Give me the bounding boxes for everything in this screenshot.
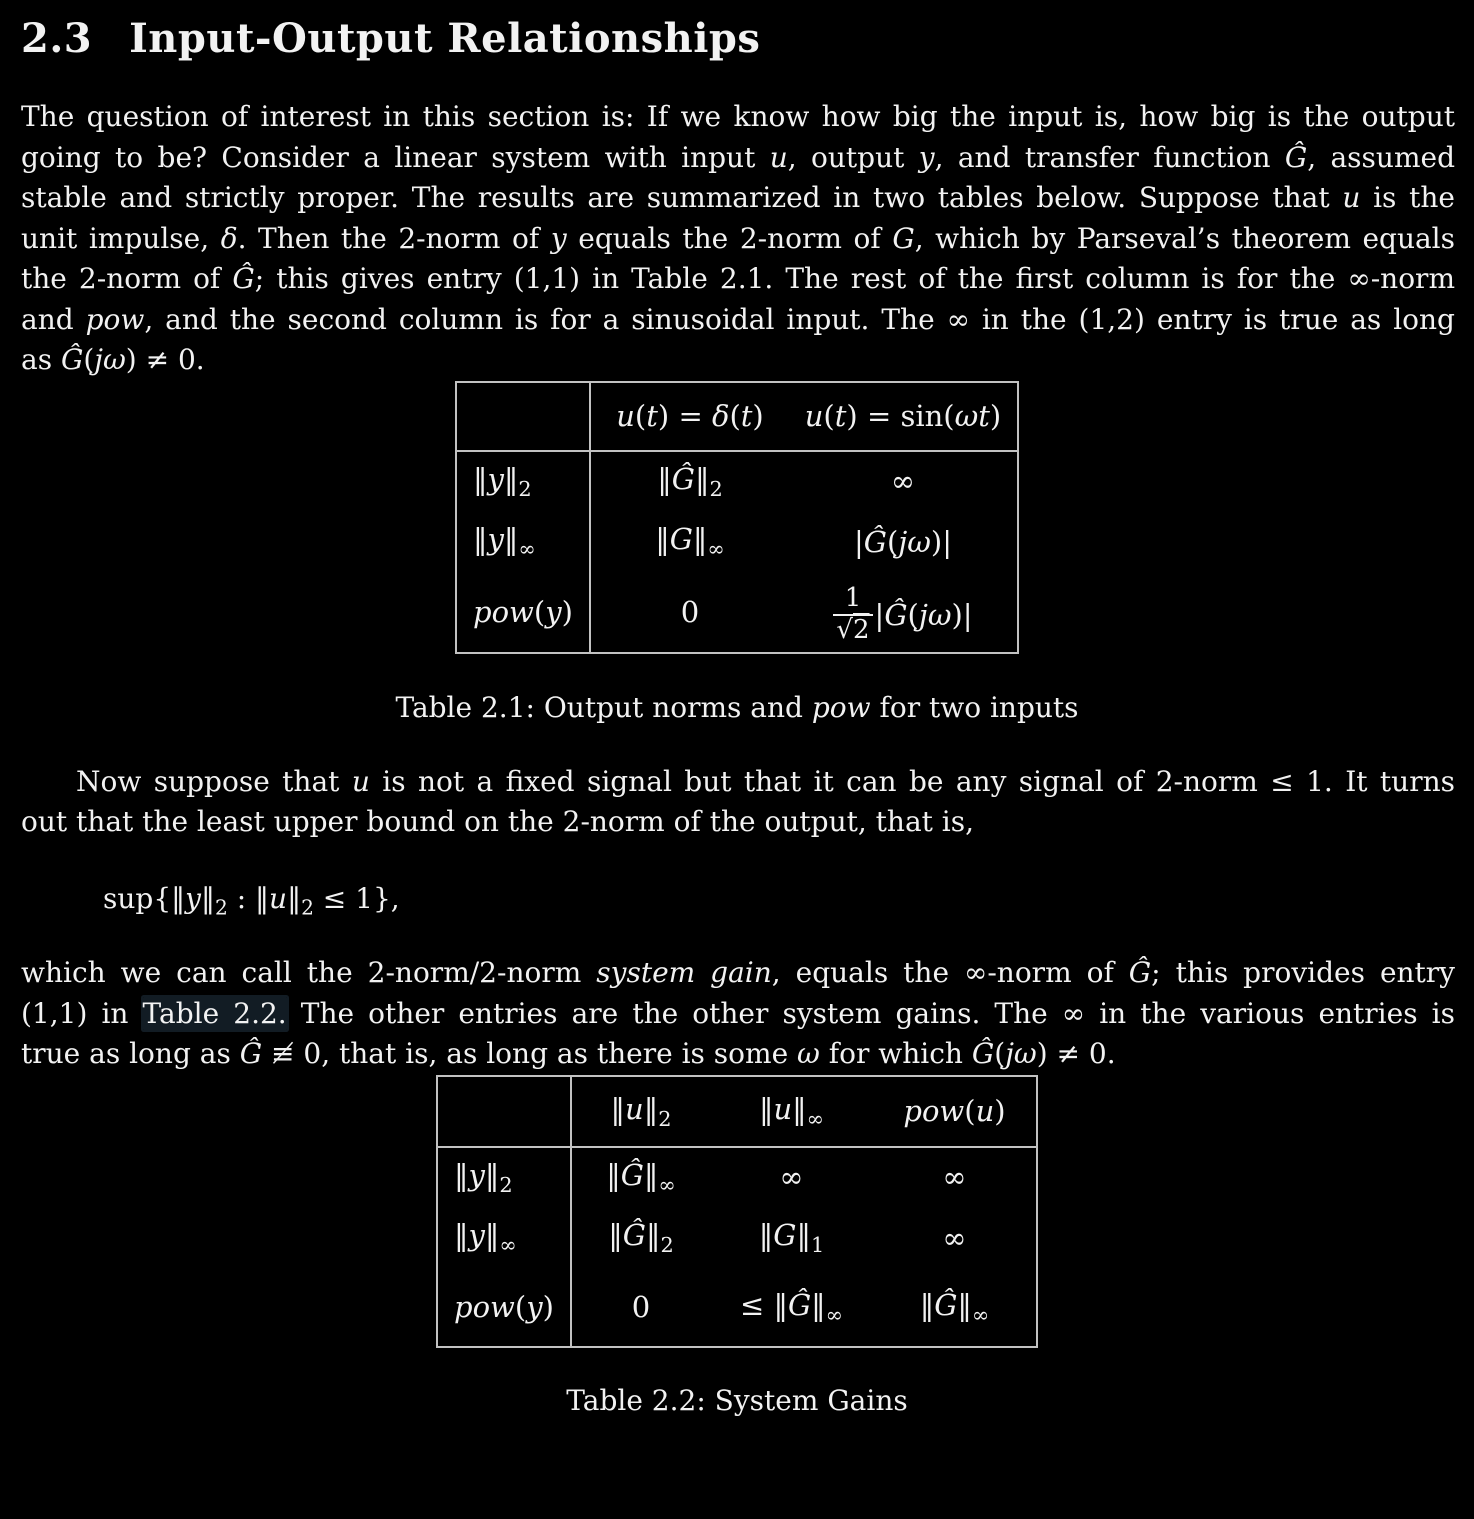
paragraph-2 xyxy=(21,762,1455,843)
row-label: $‖y‖_2$ xyxy=(437,1147,571,1207)
fraction-numerator: 1 xyxy=(844,582,862,613)
table-cell: $‖Ĝ‖_2$ xyxy=(608,1218,674,1257)
fraction xyxy=(833,584,872,646)
row-label: $‖y‖_2$ xyxy=(456,451,590,511)
fraction-denominator xyxy=(833,614,872,646)
table-cell: $‖Ĝ‖_\infty$ xyxy=(606,1157,676,1197)
section-title: Input-Output Relationships xyxy=(129,15,761,62)
table-2-1 xyxy=(455,381,1019,654)
paragraph-line: The question of interest in this section is: If we know how big the input is, how big is the output xyxy=(21,100,1455,133)
table-cell: ∞ xyxy=(942,1160,967,1195)
table-cell: $‖Ĝ‖_2$ xyxy=(657,461,723,501)
paragraph-line: true as long as Ĝ ≢ 0, that is, as long as there is some ω for which Ĝ(jω) ≠ 0. xyxy=(21,1037,1116,1071)
table-2-2-caption: Table 2.2: System Gains xyxy=(566,1383,908,1417)
table-header-cell: u(t) = sin(ωt) xyxy=(789,382,1018,451)
table-2-2 xyxy=(436,1075,1038,1348)
table-cell: |Ĝ(jω)| xyxy=(853,524,952,559)
table-2-2-link[interactable]: Table 2.2. xyxy=(142,996,287,1030)
paragraph-1 xyxy=(21,97,1455,381)
table-cell-fraction xyxy=(789,573,1018,653)
paragraph-line: as Ĝ(jω) ≠ 0. xyxy=(21,343,205,376)
table-header-cell: $‖u‖_\infty$ xyxy=(710,1076,873,1147)
table-cell: $‖Ĝ‖_\infty$ xyxy=(919,1287,990,1327)
equation: $sup\{‖y‖_2$ : $‖u‖_2 \le 1$}, xyxy=(103,881,400,920)
table-header-cell: pow(u) xyxy=(873,1076,1037,1147)
paragraph-3 xyxy=(21,953,1455,1075)
paragraph-line: unit impulse, δ. Then the 2-norm of y equals the 2-norm of G, which by Parseval’s theorem equals xyxy=(21,221,1455,255)
corner-cell xyxy=(456,382,590,451)
table-2-1-caption: Table 2.1: Output norms and pow for two inputs xyxy=(395,690,1079,724)
corner-cell xyxy=(437,1076,571,1147)
table-header-cell: u(t) = δ(t) xyxy=(590,382,789,451)
table-cell: ∞ xyxy=(779,1160,804,1195)
table-cell: $‖G‖_1$ xyxy=(758,1218,825,1257)
table-header-cell: $‖u‖_2$ xyxy=(571,1076,710,1147)
paragraph-line: (1,1) in Table 2.2. The other entries are the other system gains. The ∞ in the various entries is xyxy=(21,996,1455,1030)
paragraph-line: going to be? Consider a linear system with input u, output y, and transfer function Ĝ, assumed xyxy=(21,140,1455,174)
paragraph-line: Now suppose that u is not a fixed signal but that it can be any signal of 2-norm ≤ 1. It turns xyxy=(76,764,1455,798)
section-number: 2.3 xyxy=(21,15,93,62)
table-cell: 0 xyxy=(631,1290,651,1325)
paragraph-line: the 2-norm of Ĝ; this gives entry (1,1) in Table 2.1. The rest of the first column is for the ∞-norm xyxy=(21,262,1455,295)
paragraph-line: which we can call the 2-norm/2-norm system gain, equals the ∞-norm of Ĝ; this provides entry xyxy=(21,956,1456,990)
section-heading xyxy=(21,14,1474,64)
row-label: $‖y‖_\infty$ xyxy=(456,511,590,573)
paragraph-line: stable and strictly proper. The results are summarized in two tables below. Suppose that u is the xyxy=(21,181,1455,214)
row-label: pow(y) xyxy=(437,1269,571,1347)
table-cell: ∞ xyxy=(942,1220,967,1255)
table-cell: $‖G‖_\infty$ xyxy=(655,522,725,561)
table-cell: ∞ xyxy=(890,464,916,498)
table-cell: ≤ $‖Ĝ‖_\infty$ xyxy=(739,1287,844,1327)
table-cell: 0 xyxy=(680,595,700,629)
radicand: 2 xyxy=(853,614,870,645)
paragraph-line: and pow, and the second column is for a sinusoidal input. The ∞ in the (1,2) entry is true as long xyxy=(21,302,1455,336)
radical-sign: √ xyxy=(836,614,853,645)
row-label: $‖y‖_\infty$ xyxy=(437,1207,571,1269)
fraction-rest: |Ĝ(jω)| xyxy=(874,597,973,632)
paragraph-line: out that the least upper bound on the 2-norm of the output, that is, xyxy=(21,805,975,838)
row-label: pow(y) xyxy=(456,573,590,653)
